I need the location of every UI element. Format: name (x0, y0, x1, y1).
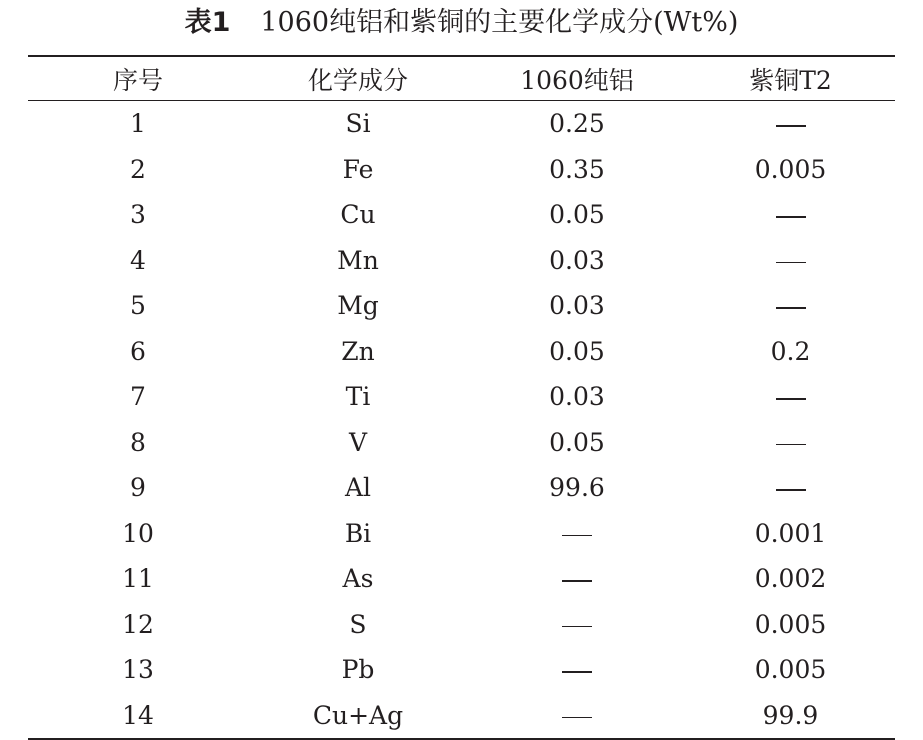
cell-al1060: 0.03 (549, 291, 605, 321)
cell-al1060: 0.05 (549, 200, 605, 230)
cell-al1060: 0.03 (549, 382, 605, 412)
cell-serial: 3 (130, 200, 146, 230)
empty-dash (776, 262, 806, 264)
empty-dash (562, 671, 592, 673)
empty-dash (562, 535, 592, 537)
cell-element: Mn (337, 245, 379, 275)
cell-al1060: 99.6 (549, 473, 605, 503)
table-body (28, 100, 895, 738)
cell-element: Al (344, 473, 372, 503)
table-row (28, 511, 895, 557)
table-title: 1060纯铝和紫铜的主要化学成分(Wt%) (260, 7, 739, 38)
cell-serial: 7 (130, 382, 146, 412)
cell-cu-t2: 0.005 (754, 154, 827, 184)
empty-dash (776, 125, 806, 127)
header-element: 化学成分 (307, 65, 408, 95)
cell-cu-t2 (686, 238, 895, 284)
table-row (28, 374, 895, 420)
cell-serial: 13 (122, 655, 154, 685)
cell-cu-t2: 0.005 (754, 609, 827, 639)
empty-dash (776, 307, 806, 309)
cell-al1060 (468, 602, 686, 648)
cell-element: Fe (342, 154, 374, 184)
cell-serial: 1 (130, 109, 146, 139)
cell-serial: 9 (130, 473, 146, 503)
table-row (28, 647, 895, 693)
table-row (28, 101, 895, 147)
cell-al1060: 0.25 (549, 109, 605, 139)
empty-dash (562, 717, 592, 719)
cell-serial: 2 (130, 154, 146, 184)
cell-element: Mg (337, 291, 379, 321)
cell-element: S (349, 609, 367, 639)
header-al1060: 1060纯铝 (520, 65, 634, 95)
cell-serial: 10 (122, 518, 154, 548)
table-number: 表1 (184, 7, 231, 38)
cell-cu-t2 (686, 420, 895, 466)
cell-serial: 11 (122, 564, 154, 594)
cell-element: As (342, 564, 374, 594)
cell-al1060: 0.05 (549, 427, 605, 457)
composition-table (28, 57, 895, 738)
table-row (28, 238, 895, 284)
cell-serial: 8 (130, 427, 146, 457)
cell-al1060 (468, 556, 686, 602)
cell-serial: 5 (130, 291, 146, 321)
empty-dash (776, 444, 806, 446)
cell-element: Bi (344, 518, 372, 548)
cell-serial: 6 (130, 336, 146, 366)
cell-cu-t2 (686, 101, 895, 147)
table-caption (0, 0, 923, 46)
cell-al1060 (468, 647, 686, 693)
empty-dash (562, 626, 592, 628)
cell-element: Cu+Ag (312, 700, 404, 730)
table-row (28, 329, 895, 375)
cell-cu-t2: 0.2 (770, 336, 811, 366)
header-cu-t2: 紫铜T2 (749, 65, 832, 95)
cell-al1060 (468, 511, 686, 557)
cell-al1060 (468, 693, 686, 739)
cell-serial: 14 (122, 700, 154, 730)
cell-cu-t2 (686, 374, 895, 420)
cell-cu-t2: 0.001 (754, 518, 827, 548)
table-row (28, 147, 895, 193)
header-serial: 序号 (112, 65, 163, 95)
cell-cu-t2 (686, 192, 895, 238)
cell-al1060: 0.03 (549, 245, 605, 275)
table-row (28, 283, 895, 329)
cell-element: Cu (340, 200, 376, 230)
empty-dash (776, 398, 806, 400)
empty-dash (562, 580, 592, 582)
header-row (28, 57, 895, 100)
cell-al1060: 0.05 (549, 336, 605, 366)
cell-cu-t2 (686, 283, 895, 329)
cell-cu-t2 (686, 465, 895, 511)
cell-element: Si (345, 109, 371, 139)
cell-serial: 4 (130, 245, 146, 275)
cell-element: Ti (345, 382, 371, 412)
cell-cu-t2: 99.9 (762, 700, 819, 730)
cell-element: Pb (341, 655, 375, 685)
empty-dash (776, 489, 806, 491)
cell-cu-t2: 0.002 (754, 564, 827, 594)
table-row (28, 192, 895, 238)
table-row (28, 465, 895, 511)
cell-element: V (348, 427, 368, 457)
table-row (28, 693, 895, 739)
cell-serial: 12 (122, 609, 154, 639)
table-row (28, 420, 895, 466)
table-row (28, 602, 895, 648)
cell-cu-t2: 0.005 (754, 655, 827, 685)
cell-element: Zn (341, 336, 375, 366)
empty-dash (776, 216, 806, 218)
table-row (28, 556, 895, 602)
cell-al1060: 0.35 (549, 154, 605, 184)
